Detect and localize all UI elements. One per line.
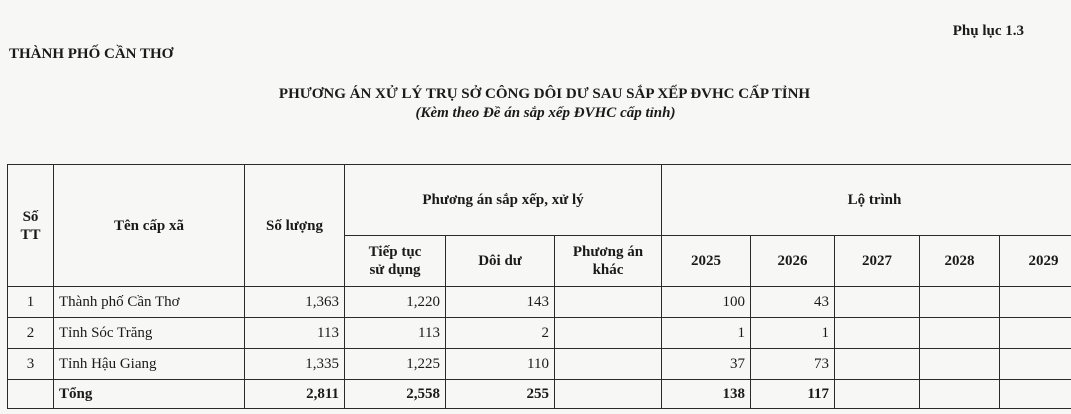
document-subtitle: (Kèm theo Đề án sắp xếp ĐVHC cấp tỉnh) xyxy=(415,105,676,121)
cell-name: Tỉnh Sóc Trăng xyxy=(54,318,245,349)
header-row-1 xyxy=(8,165,1071,236)
total-continue: 2,558 xyxy=(345,380,446,409)
cell-2026: 1 xyxy=(751,318,835,349)
cell-other xyxy=(555,318,662,349)
header-year-2028: 2028 xyxy=(920,236,1000,287)
header-name: Tên cấp xã xyxy=(54,165,245,287)
header-other-line1: Phương án xyxy=(572,244,644,260)
cell-2029 xyxy=(1000,287,1071,318)
header-stt-line1: Số xyxy=(22,208,39,225)
document-title: PHƯƠNG ÁN XỬ LÝ TRỤ SỞ CÔNG DÔI DƯ SAU SẮP XẾP ĐVHC CẤP TỈNH xyxy=(278,86,811,102)
total-2025: 138 xyxy=(662,380,751,409)
total-label: Tổng xyxy=(54,380,245,409)
cell-surplus: 110 xyxy=(446,349,555,380)
cell-continue: 113 xyxy=(345,318,446,349)
header-continue-line1: Tiếp tục xyxy=(368,244,422,260)
cell-2027 xyxy=(835,287,920,318)
office-plan-table xyxy=(7,164,1071,409)
total-other xyxy=(555,380,662,409)
cell-quantity: 113 xyxy=(245,318,345,349)
total-2029 xyxy=(1000,380,1071,409)
total-2026: 117 xyxy=(751,380,835,409)
header-other-line2: khác xyxy=(592,262,624,278)
cell-name: Thành phố Cần Thơ xyxy=(54,287,245,318)
header-year-2027: 2027 xyxy=(835,236,920,287)
header-continue xyxy=(345,236,446,287)
cell-stt xyxy=(8,380,54,409)
header-year-2025: 2025 xyxy=(662,236,751,287)
cell-surplus: 2 xyxy=(446,318,555,349)
cell-2028 xyxy=(920,318,1000,349)
total-row xyxy=(8,380,1071,409)
cell-2025: 100 xyxy=(662,287,751,318)
cell-continue: 1,225 xyxy=(345,349,446,380)
cell-stt: 3 xyxy=(8,349,54,380)
header-surplus: Dôi dư xyxy=(446,236,555,287)
cell-2025: 37 xyxy=(662,349,751,380)
cell-2026: 73 xyxy=(751,349,835,380)
cell-2028 xyxy=(920,287,1000,318)
appendix-label: Phụ lục 1.3 xyxy=(952,23,1024,39)
cell-name: Tỉnh Hậu Giang xyxy=(54,349,245,380)
cell-continue: 1,220 xyxy=(345,287,446,318)
header-other xyxy=(555,236,662,287)
total-2027 xyxy=(835,380,920,409)
cell-2026: 43 xyxy=(751,287,835,318)
total-quantity: 2,811 xyxy=(245,380,345,409)
header-roadmap: Lộ trình xyxy=(662,165,1071,236)
table-row xyxy=(8,318,1071,349)
header-year-2026: 2026 xyxy=(751,236,835,287)
header-stt xyxy=(8,165,54,287)
table-row xyxy=(8,349,1071,380)
header-continue-line2: sử dụng xyxy=(369,262,421,278)
header-quantity: Số lượng xyxy=(245,165,345,287)
header-stt-line2: TT xyxy=(20,226,41,243)
cell-2025: 1 xyxy=(662,318,751,349)
header-year-2029: 2029 xyxy=(1000,236,1071,287)
table-row xyxy=(8,287,1071,318)
total-surplus: 255 xyxy=(446,380,555,409)
cell-stt: 1 xyxy=(8,287,54,318)
total-2028 xyxy=(920,380,1000,409)
cell-stt: 2 xyxy=(8,318,54,349)
cell-2028 xyxy=(920,349,1000,380)
cell-2027 xyxy=(835,349,920,380)
cell-other xyxy=(555,287,662,318)
cell-2027 xyxy=(835,318,920,349)
cell-2029 xyxy=(1000,349,1071,380)
cell-quantity: 1,363 xyxy=(245,287,345,318)
cell-quantity: 1,335 xyxy=(245,349,345,380)
city-name: THÀNH PHỐ CẦN THƠ xyxy=(9,46,174,62)
cell-2029 xyxy=(1000,318,1071,349)
cell-other xyxy=(555,349,662,380)
header-plan: Phương án sắp xếp, xử lý xyxy=(345,165,662,236)
cell-surplus: 143 xyxy=(446,287,555,318)
